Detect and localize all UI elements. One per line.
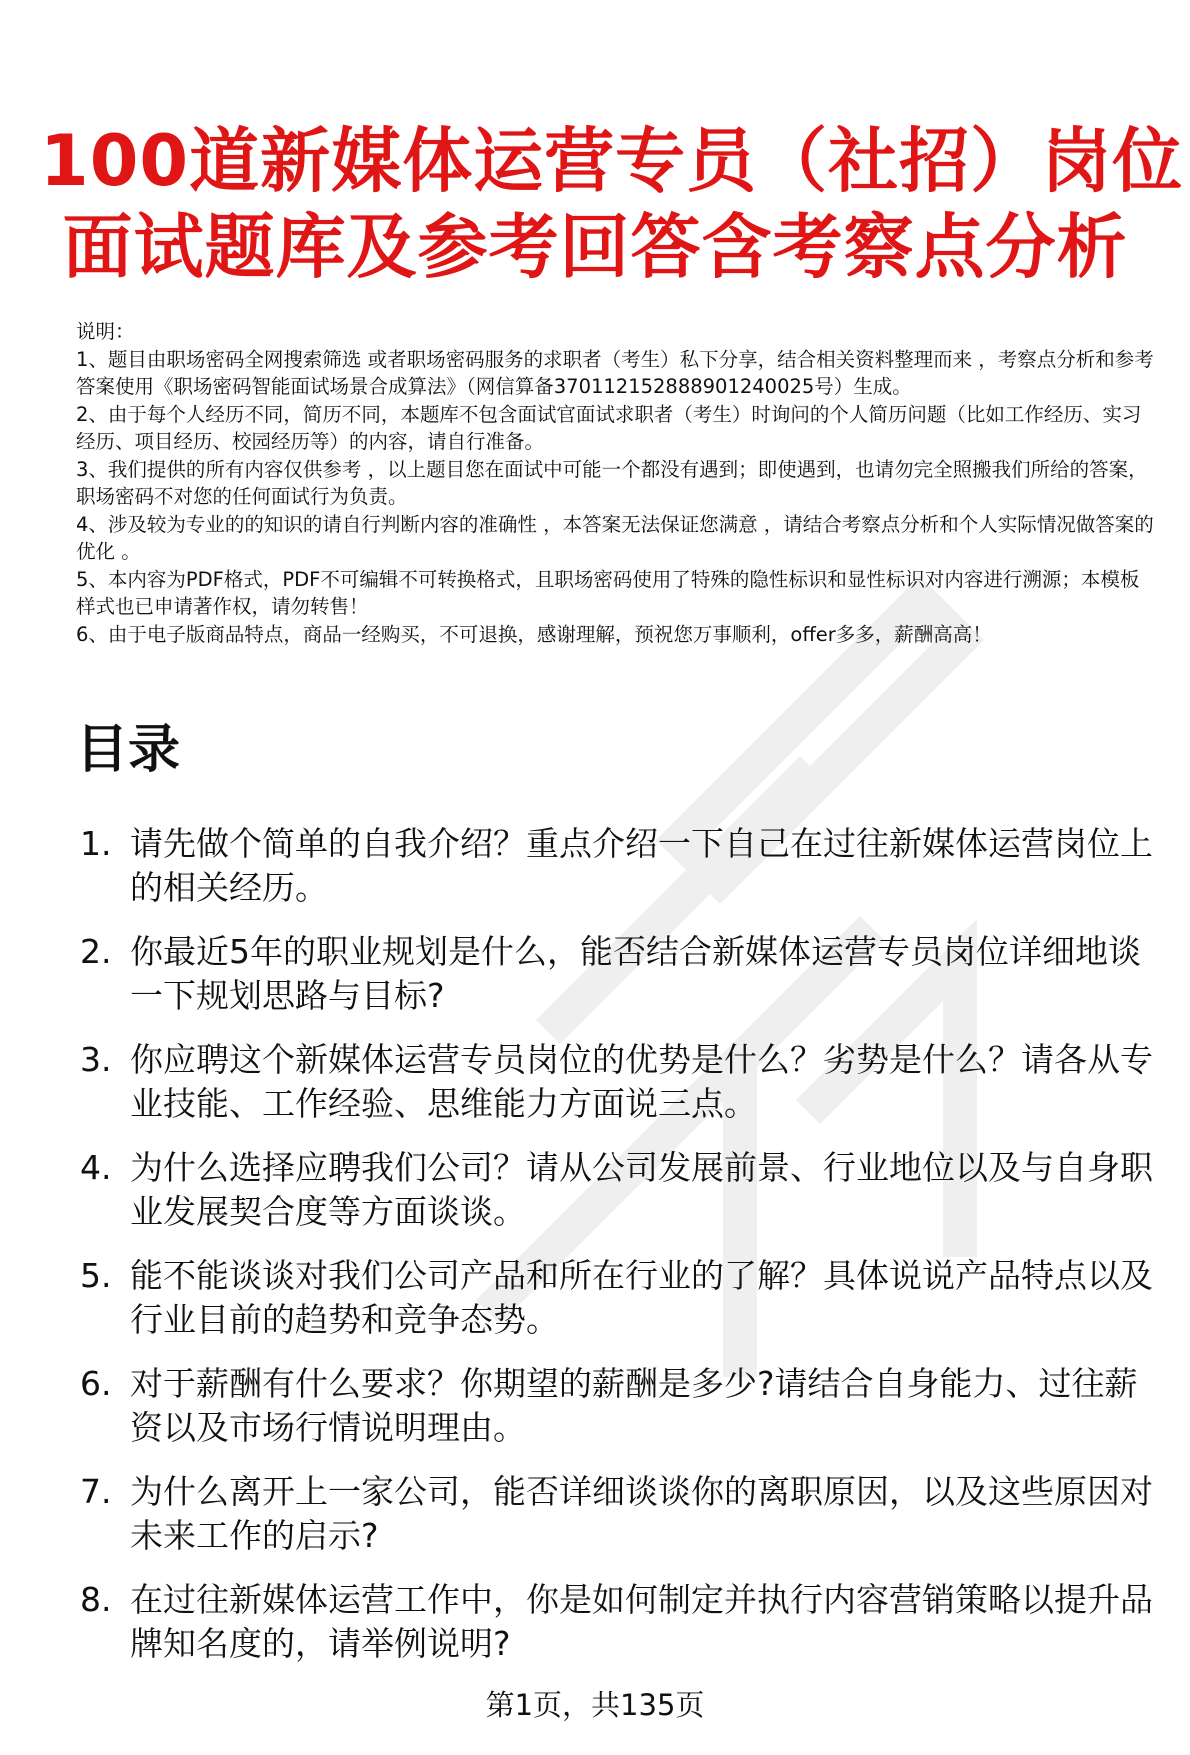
toc-item-text: 请先做个简单的自我介绍？重点介绍一下自己在过往新媒体运营岗位上的相关经历。 <box>130 824 1153 907</box>
toc-item-text: 为什么离开上一家公司，能否详细谈谈你的离职原因，以及这些原因对未来工作的启示? <box>130 1472 1153 1555</box>
toc-item[interactable] <box>80 1254 1170 1342</box>
toc-item-text: 为什么选择应聘我们公司？请从公司发展前景、行业地位以及与自身职业发展契合度等方面谈谈。 <box>130 1148 1153 1231</box>
title-line-1: 100道新媒体运营专员（社招）岗位 <box>40 120 1184 202</box>
toc-item-number: 4. <box>80 1148 112 1187</box>
toc-item[interactable] <box>80 822 1170 910</box>
toc-item-text: 在过往新媒体运营工作中，你是如何制定并执行内容营销策略以提升品牌知名度的，请举例说明? <box>130 1580 1153 1663</box>
note-item: 6、由于电子版商品特点，商品一经购买，不可退换，感谢理解，预祝您万事顺利，offer多多，薪酬高高！ <box>76 622 992 646</box>
toc-list <box>80 822 1170 1686</box>
toc-item-text: 你最近5年的职业规划是什么，能否结合新媒体运营专员岗位详细地谈一下规划思路与目标? <box>130 932 1141 1015</box>
note-item: 3、我们提供的所有内容仅供参考 ，以上题目您在面试中可能一个都没有遇到；即使遇到，也请勿完全照搬我们所给的答案，职场密码不对您的任何面试行为负责。 <box>76 457 1148 508</box>
notes-section <box>76 318 1158 648</box>
toc-item-number: 7. <box>80 1472 112 1511</box>
toc-item-number: 6. <box>80 1364 112 1403</box>
document-title <box>40 118 1184 290</box>
note-item: 2、由于每个人经历不同，简历不同，本题库不包含面试官面试求职者（考生）时询问的个人简历问题（比如工作经历、实习经历、项目经历、校园经历等）的内容，请自行准备。 <box>76 402 1142 453</box>
note-item: 4、涉及较为专业的的知识的请自行判断内容的准确性 ，本答案无法保证您满意 ，请结合考察点分析和个人实际情况做答案的优化 。 <box>76 512 1154 563</box>
note-item: 1、题目由职场密码全网搜索筛选 或者职场密码服务的求职者（考生）私下分享，结合相关资料整理而来 ，考察点分析和参考答案使用《职场密码智能面试场景合成算法》（网信算备370112152888901240025号）生成。 <box>76 347 1154 398</box>
toc-item[interactable] <box>80 1146 1170 1234</box>
toc-item[interactable] <box>80 930 1170 1018</box>
page-footer: 第1页，共135页 <box>485 1688 705 1722</box>
toc-item-number: 3. <box>80 1040 112 1079</box>
toc-item[interactable] <box>80 1038 1170 1126</box>
toc-item-number: 1. <box>80 824 112 863</box>
toc-item-number: 8. <box>80 1580 112 1619</box>
toc-item-text: 对于薪酬有什么要求？你期望的薪酬是多少?请结合自身能力、过往薪资以及市场行情说明理由。 <box>130 1364 1138 1447</box>
toc-item-text: 你应聘这个新媒体运营专员岗位的优势是什么？劣势是什么？请各从专业技能、工作经验、思维能力方面说三点。 <box>130 1040 1153 1123</box>
toc-item-number: 2. <box>80 932 112 971</box>
note-item: 5、本内容为PDF格式，PDF不可编辑不可转换格式，且职场密码使用了特殊的隐性标识和显性标识对内容进行溯源；本模板样式也已申请著作权，请勿转售！ <box>76 567 1140 618</box>
toc-item[interactable] <box>80 1362 1170 1450</box>
toc-item-number: 5. <box>80 1256 112 1295</box>
toc-item-text: 能不能谈谈对我们公司产品和所在行业的了解？具体说说产品特点以及行业目前的趋势和竞争态势。 <box>130 1256 1153 1339</box>
toc-item[interactable] <box>80 1470 1170 1558</box>
toc-heading: 目录 <box>76 720 181 780</box>
notes-heading: 说明： <box>76 320 135 343</box>
toc-item[interactable] <box>80 1578 1170 1666</box>
title-line-2: 面试题库及参考回答含考察点分析 <box>62 206 1128 288</box>
